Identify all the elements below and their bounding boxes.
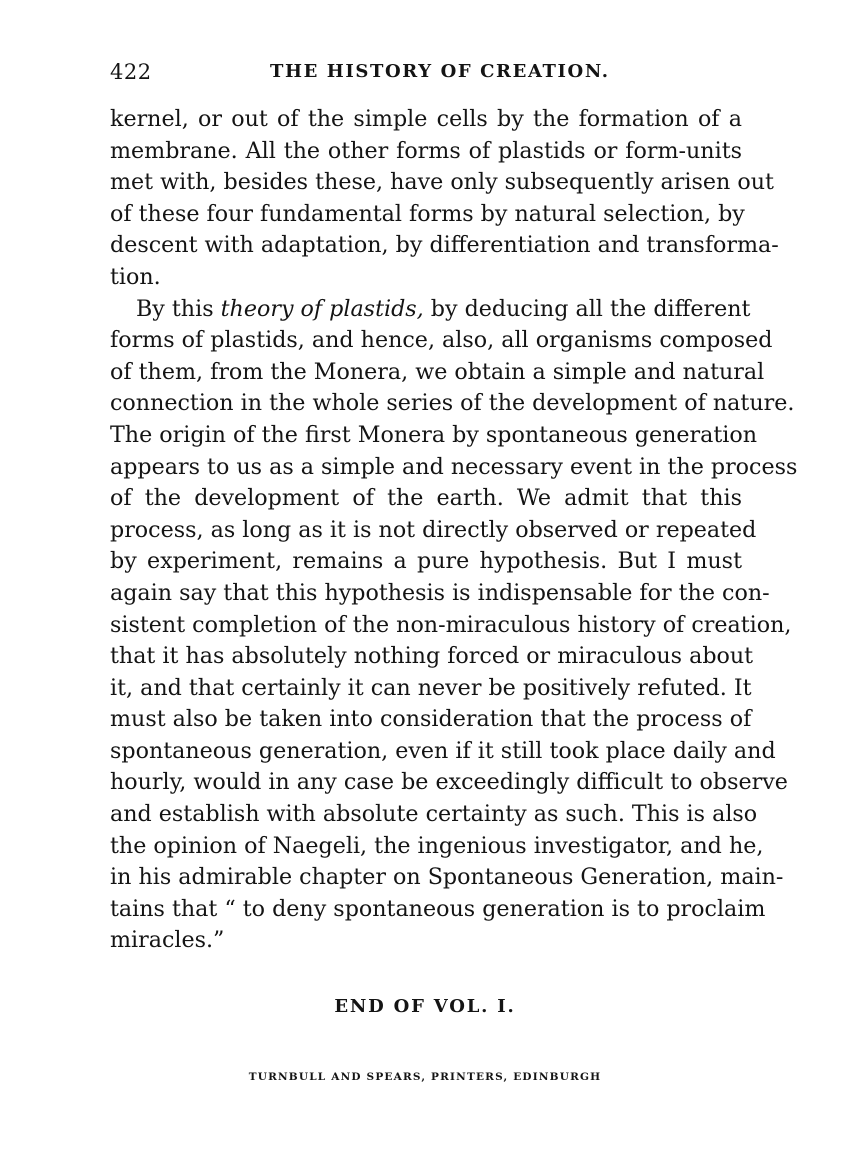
body-text [110,104,798,957]
text-line: tion. [110,263,161,290]
text-line: appears to us as a simple and necessary event in the process [110,453,798,480]
text-line: must also be taken into consideration that the process of [110,706,752,733]
printer-imprint: TURNBULL AND SPEARS, PRINTERS, EDINBURGH [248,1071,602,1083]
page-number: 422 [110,60,152,84]
text-line: again say that this hypothesis is indispensable for the con- [110,579,770,606]
text-line: descent with adaptation, by differentiation and transforma- [110,232,779,259]
text-line: tains that “ to deny spontaneous generation is to proclaim [110,895,766,922]
text-line: in his admirable chapter on Spontaneous Generation, main- [110,864,784,891]
text-line: met with, besides these, have only subsequently arisen out [110,169,774,196]
text-line [110,294,751,326]
text-line: spontaneous generation, even if it still took place daily and [110,737,776,764]
italic-term: theory of plastids, [220,295,424,322]
text-line: and establish with absolute certainty as such. This is also [110,801,758,828]
end-of-volume-mark: END OF VOL. I. [334,996,516,1017]
text-line: sistent completion of the non-miraculous history of creation, [110,611,792,638]
text-line: of these four fundamental forms by natural selection, by [110,200,745,227]
text-line: hourly, would in any case be exceedingly difficult to observe [110,769,788,796]
text-line: it, and that certainly it can never be positively refuted. It [110,674,752,701]
text-line: kernel, or out of the simple cells by the formation of a [110,106,742,132]
text-line: that it has absolutely nothing forced or miraculous about [110,643,754,670]
text-line: connection in the whole series of the development of nature. [110,390,795,417]
text-line: the opinion of Naegeli, the ingenious investigator, and he, [110,832,764,859]
text-run: By this [136,295,221,322]
text-line: process, as long as it is not directly observed or repeated [110,516,757,543]
text-line: by experiment, remains a pure hypothesis. But I must [110,548,742,575]
text-line: forms of plastids, and hence, also, all organisms composed [110,327,773,354]
text-line: of them, from the Monera, we obtain a simple and natural [110,358,765,385]
running-title: THE HISTORY OF CREATION. [270,61,610,82]
text-line: membrane. All the other forms of plastids or form-units [110,137,742,164]
text-line: The origin of the first Monera by spontaneous generation [110,421,758,448]
text-run: by deducing all the different [423,295,751,322]
paragraph-2 [110,294,798,957]
page-header [110,60,750,90]
paragraph-1 [110,104,779,294]
text-line: of the development of the earth. We admit that this [110,485,742,512]
text-line: miracles.” [110,927,225,954]
